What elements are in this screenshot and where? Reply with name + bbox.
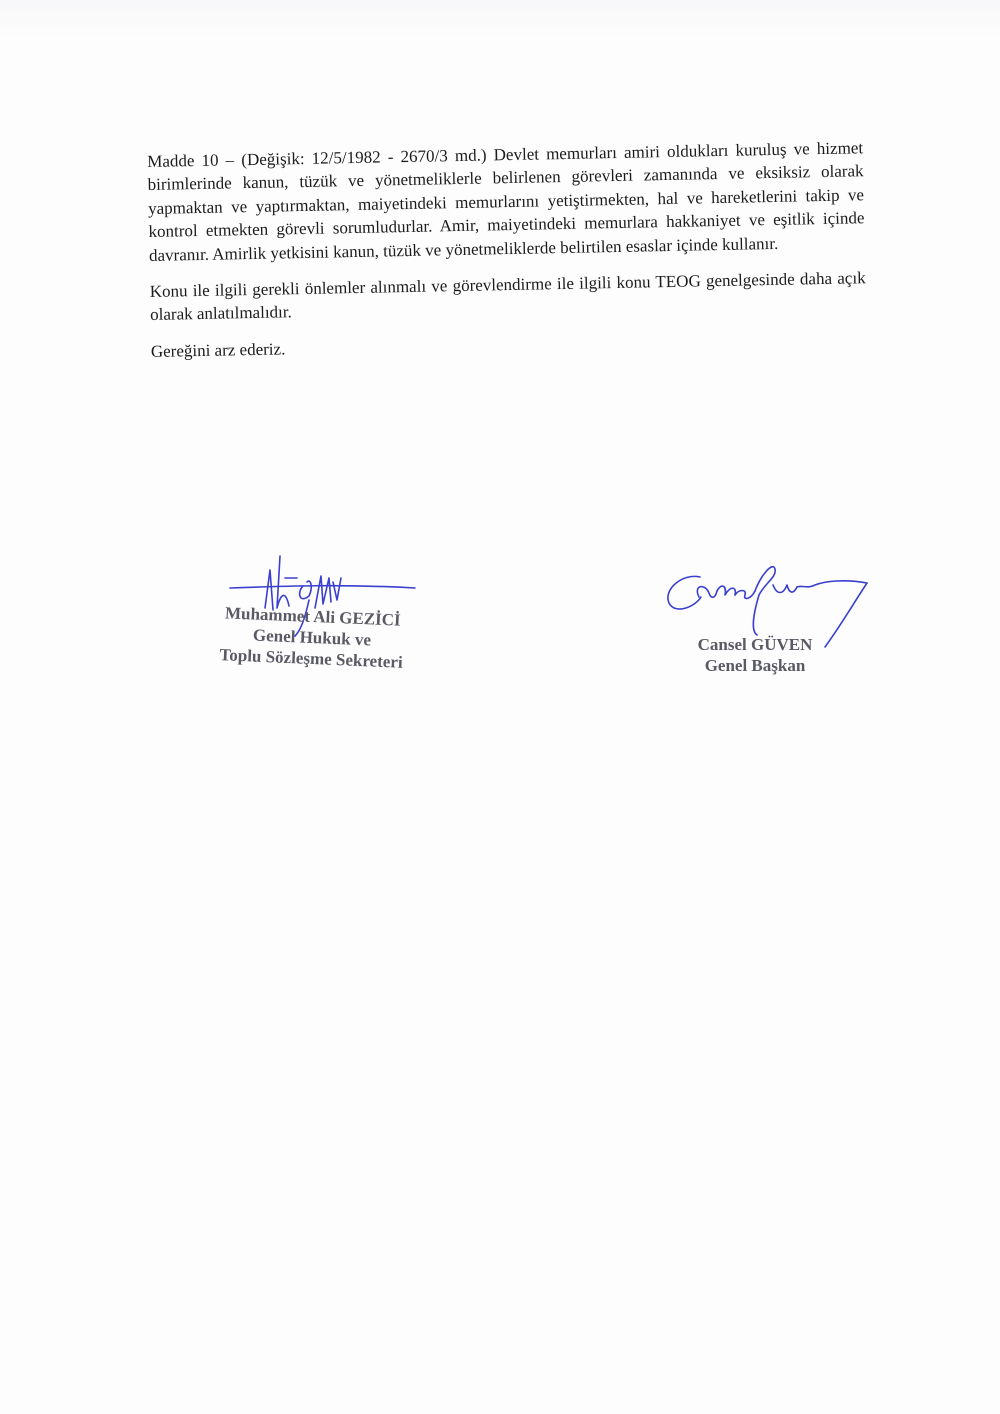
letter-body	[147, 136, 867, 376]
closing-line: Gereğini arz ederiz.	[150, 339, 286, 361]
signature-block-right	[680, 634, 830, 676]
paragraph-request: Konu ile ilgili gerekli önlemler alınmalı ve görevlendirme ile ilgili konu TEOG genelgesinde daha açık olarak anlatılmalıdır.	[149, 268, 866, 325]
signer-title-right: Genel Başkan	[704, 656, 806, 675]
signer-name-right: Cansel GÜVEN	[697, 635, 813, 654]
signer-name-left: Muhammet Ali GEZİCİ	[224, 603, 402, 630]
scan-edge	[0, 0, 1000, 40]
signer-title-left-2: Toplu Sözleşme Sekreteri	[219, 645, 404, 672]
paragraph-article-10: Madde 10 – (Değişik: 12/5/1982 - 2670/3 md.) Devlet memurları amiri oldukları kuruluş ve hizmet birimlerinde kanun, tüzük ve yönetmeliklerle belirlenen görevleri zamanında ve eksiksiz olarak yapmaktan ve yaptırmaktan, maiyetindeki memurlarını yetiştirmekten, hal ve hareketlerini takip ve kontrol etmekten görevli sorumludurlar. Amir, maiyetindeki memurlara hakkaniyet ve eşitlik içinde davranır. Amirlik yetkisini kanun, tüzük ve yönetmeliklerde belirtilen esaslar içinde kullanır.	[147, 138, 865, 265]
signer-title-left-1: Genel Hukuk ve	[252, 625, 372, 650]
signature-block-left	[195, 601, 429, 674]
